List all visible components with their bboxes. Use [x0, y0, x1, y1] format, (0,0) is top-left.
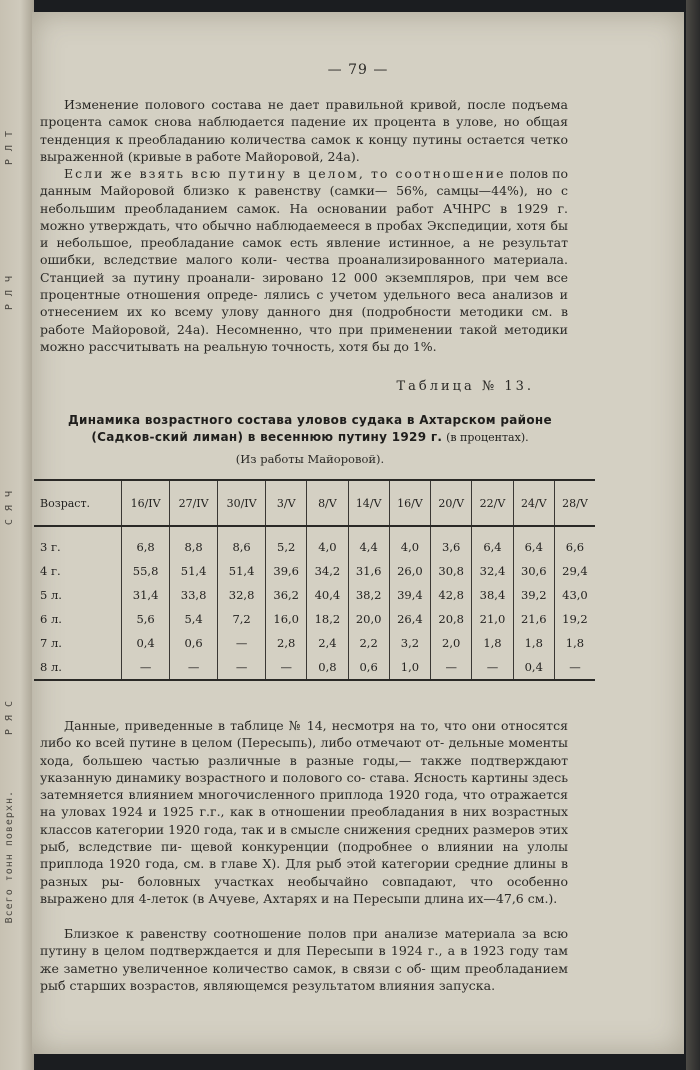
text-line: на реальную точность, хотя бы до 1%.	[183, 338, 437, 354]
column-header-date: 22/V	[472, 480, 513, 526]
table-header-row	[34, 480, 595, 526]
percent-cell: 31,6	[348, 559, 389, 583]
text-line: данного дня (подробности методики см. в работе Майоровой, 24а).	[40, 304, 568, 337]
previous-page-edge	[0, 0, 34, 1070]
percent-cell: 20,0	[348, 607, 389, 631]
text-line: подъема процента самок снова наблюдается падение их процента в	[40, 97, 568, 130]
column-header-date: 8/V	[307, 480, 348, 526]
percent-cell: 2,2	[348, 631, 389, 655]
table-number: Таблица № 13.	[396, 379, 534, 394]
table-row	[34, 631, 595, 655]
percent-cell: 31,4	[122, 583, 170, 607]
percent-cell: —	[170, 655, 218, 680]
percent-cell: —	[218, 655, 266, 680]
edge-text-fragment: Р Л Т	[4, 130, 15, 166]
age-label-cell: 6 л.	[40, 612, 62, 626]
percent-cell: —	[431, 655, 472, 680]
text-line: приплода 1920 года, что отражается на уловах 1924 и 1925 г.г., как в	[40, 787, 568, 820]
percent-cell: 5,6	[122, 607, 170, 631]
percent-cell: 30,6	[513, 559, 554, 583]
column-header-date: 14/V	[348, 480, 389, 526]
percent-cell: 32,4	[472, 559, 513, 583]
percent-cell: 4,0	[389, 526, 430, 559]
percent-cell: 40,4	[307, 583, 348, 607]
percent-cell: 26,0	[389, 559, 430, 583]
percent-cell: 3,6	[431, 526, 472, 559]
percent-cell: 1,8	[554, 631, 595, 655]
table-row	[34, 526, 595, 559]
table-row	[34, 655, 595, 680]
age-label-cell: 5 л.	[40, 588, 62, 602]
percent-cell: 34,2	[307, 559, 348, 583]
percent-cell: 3,2	[389, 631, 430, 655]
percent-cell: 55,8	[122, 559, 170, 583]
percent-cell: 6,4	[472, 526, 513, 559]
text-line: работ АЧНРС в 1929 г. можно утверждать, что обычно наблюдаемееся	[40, 200, 568, 233]
column-header-date: 16/IV	[122, 480, 170, 526]
percent-cell: 38,2	[348, 583, 389, 607]
edge-text-fragment: Всего тонн поверхн.	[4, 790, 15, 924]
column-header-date: 20/V	[431, 480, 472, 526]
text-line: боловных участках необычайно совпадают, что особенно выражено для	[40, 873, 568, 906]
percent-cell: 5,2	[266, 526, 307, 559]
text-line: Данные, приведенные в таблице № 14, несмотря на то, что они	[64, 718, 496, 733]
percent-cell: 29,4	[554, 559, 595, 583]
text-line: отношении преобладания в них возрастных классов категории 1920 года,	[40, 804, 569, 837]
percent-cell: 0,8	[307, 655, 348, 680]
percent-cell: —	[122, 655, 170, 680]
text-line: см. в главе X). Для рыб этой категории средние длины в разных ры-	[40, 856, 568, 889]
percent-cell: 39,6	[266, 559, 307, 583]
text-line: дельные моменты хода, большею частью различные в разные годы,—	[40, 735, 568, 768]
percent-cell: 0,6	[348, 655, 389, 680]
percent-cell: 2,4	[307, 631, 348, 655]
text-line: путины остается четко выраженной (кривые в работе Майоровой, 24а).	[40, 131, 568, 164]
text-line: 4-леток (в Ачуеве, Ахтарях и на Пересыпи длина их—47,6 см.).	[138, 890, 558, 906]
age-label-cell: 8 л.	[34, 655, 122, 680]
table-caption	[40, 412, 580, 446]
percent-cell: 36,2	[266, 583, 307, 607]
table-body	[34, 526, 595, 680]
text-line: става. Ясность картины здесь затемняется влиянием многочисленного	[40, 769, 569, 803]
caption-units: (в процентах).	[446, 431, 529, 444]
column-header-age: Возраст.	[34, 480, 122, 526]
edge-text-fragment: Р Я С	[4, 700, 15, 736]
text-line: также подтверждают указанную динамику возрастного и полового со-	[40, 752, 568, 785]
percent-cell: 30,8	[431, 559, 472, 583]
age-composition-table	[34, 479, 595, 681]
table-row	[34, 559, 595, 583]
column-header-date: 3/V	[266, 480, 307, 526]
percent-cell: 16,0	[266, 607, 307, 631]
text-line: влияния запуска.	[379, 977, 496, 993]
text-line: Близкое к равенству соотношение полов при анализе материала	[64, 926, 516, 941]
text-line: относятся либо ко всей путине в целом (Пересыпь), либо отмечают от-	[40, 718, 568, 751]
edge-text-fragment: Р Л Ч	[4, 275, 15, 311]
percent-cell: 6,4	[513, 526, 554, 559]
percent-cell: 51,4	[170, 559, 218, 583]
text-line: 1923 году там же заметно увеличенное количество самок, в связи с об-	[40, 943, 568, 976]
table-source-note: (Из работы Майоровой).	[235, 452, 385, 466]
text-line: Если же взять всю путину в целом, то соотношение	[64, 166, 506, 181]
percent-cell: —	[472, 655, 513, 680]
text-line: Несомненно, что при применении такой методики можно рассчитывать	[40, 321, 568, 354]
percent-cell: 39,4	[389, 583, 430, 607]
percent-cell: 18,2	[307, 607, 348, 631]
text-line: так и в смысле снижения средних размеров этих рыб, вследствие пи-	[40, 821, 568, 855]
column-header-date: 24/V	[513, 480, 554, 526]
percent-cell: —	[218, 631, 266, 655]
paragraph-3	[40, 717, 568, 907]
percent-cell: —	[554, 655, 595, 680]
percent-cell: 0,4	[122, 631, 170, 655]
percent-cell: 4,0	[307, 526, 348, 559]
percent-cell: 8,8	[170, 526, 218, 559]
percent-cell: 26,4	[389, 607, 430, 631]
percent-cell: 2,8	[266, 631, 307, 655]
book-page	[32, 12, 684, 1054]
percent-cell: 1,8	[472, 631, 513, 655]
paragraph-2	[40, 165, 568, 355]
percent-cell: 6,8	[122, 526, 170, 559]
text-line: явление истинное, а не результат ошибки, вследствие малого коли-	[40, 235, 568, 268]
text-line: щим преобладанием рыб старших возрастов, являющемся результатом	[40, 960, 569, 993]
text-line: чества проанализированного материала. Станцией за путину проанали-	[40, 252, 568, 285]
percent-cell: 33,8	[170, 583, 218, 607]
column-header-date: 28/V	[554, 480, 595, 526]
age-label-cell: 7 л.	[40, 636, 62, 650]
percent-cell: 51,4	[218, 559, 266, 583]
column-header-date: 30/IV	[218, 480, 266, 526]
percent-cell: 19,2	[554, 607, 595, 631]
text-line: 56%, самцы—44%), но с небольшим преобладанием самок. На основании	[40, 183, 568, 216]
percent-cell: 2,0	[431, 631, 472, 655]
percent-cell: 7,2	[218, 607, 266, 631]
percent-cell: 0,4	[513, 655, 554, 680]
percent-cell: 5,4	[170, 607, 218, 631]
age-label-cell: 4 г.	[40, 564, 61, 578]
percent-cell: 0,6	[170, 631, 218, 655]
percent-cell: 21,6	[513, 607, 554, 631]
text-line: улове, но общая тенденция к преобладанию количества самок к концу	[40, 114, 568, 147]
text-line: щевой конкуренции (подробнее о влиянии на улолы приплода 1920 года,	[40, 839, 568, 872]
percent-cell: 43,0	[554, 583, 595, 607]
text-line: лялись с учетом удельного веса анализов и отнесением их ко всему улову	[40, 287, 568, 320]
column-header-date: 27/IV	[170, 480, 218, 526]
percent-cell: 1,0	[389, 655, 430, 680]
percent-cell: 4,4	[348, 526, 389, 559]
percent-cell: 20,8	[431, 607, 472, 631]
book-spine	[686, 0, 700, 1070]
edge-text-fragment: С Я Ч	[4, 490, 15, 526]
column-header-date: 16/V	[389, 480, 430, 526]
percent-cell: 32,8	[218, 583, 266, 607]
paragraph-4	[40, 925, 568, 994]
paragraph-1	[40, 96, 568, 165]
percent-cell: 38,4	[472, 583, 513, 607]
percent-cell: 8,6	[218, 526, 266, 559]
caption-title: Динамика возрастного состава уловов судака в Ахтарском районе (Садков-ский лиман) в весеннюю путину 1929 г.	[68, 413, 552, 444]
percent-cell: 1,8	[513, 631, 554, 655]
text-line: в пробах Экспедиции, хотя бы и небольшое, преобладание самок есть	[40, 217, 568, 251]
percent-cell: 6,6	[554, 526, 595, 559]
percent-cell: 42,8	[431, 583, 472, 607]
age-label-cell: 3 г.	[40, 540, 61, 554]
text-line: зировано 12 000 экземпляров, при чем все процентные отношения опреде-	[40, 269, 568, 303]
percent-cell: 21,0	[472, 607, 513, 631]
text-line: за всю путину в целом подтверждается и для Пересыпи в 1924 г., а в	[40, 926, 568, 959]
text-line: Изменение полового состава не дает правильной кривой, после	[64, 97, 506, 112]
text-line: полов по данным Майоровой близко к равенству (самки—	[40, 166, 568, 199]
table-row	[34, 583, 595, 607]
page-number: — 79 —	[327, 62, 389, 78]
table-row	[34, 607, 595, 631]
percent-cell: 39,2	[513, 583, 554, 607]
percent-cell: —	[266, 655, 307, 680]
